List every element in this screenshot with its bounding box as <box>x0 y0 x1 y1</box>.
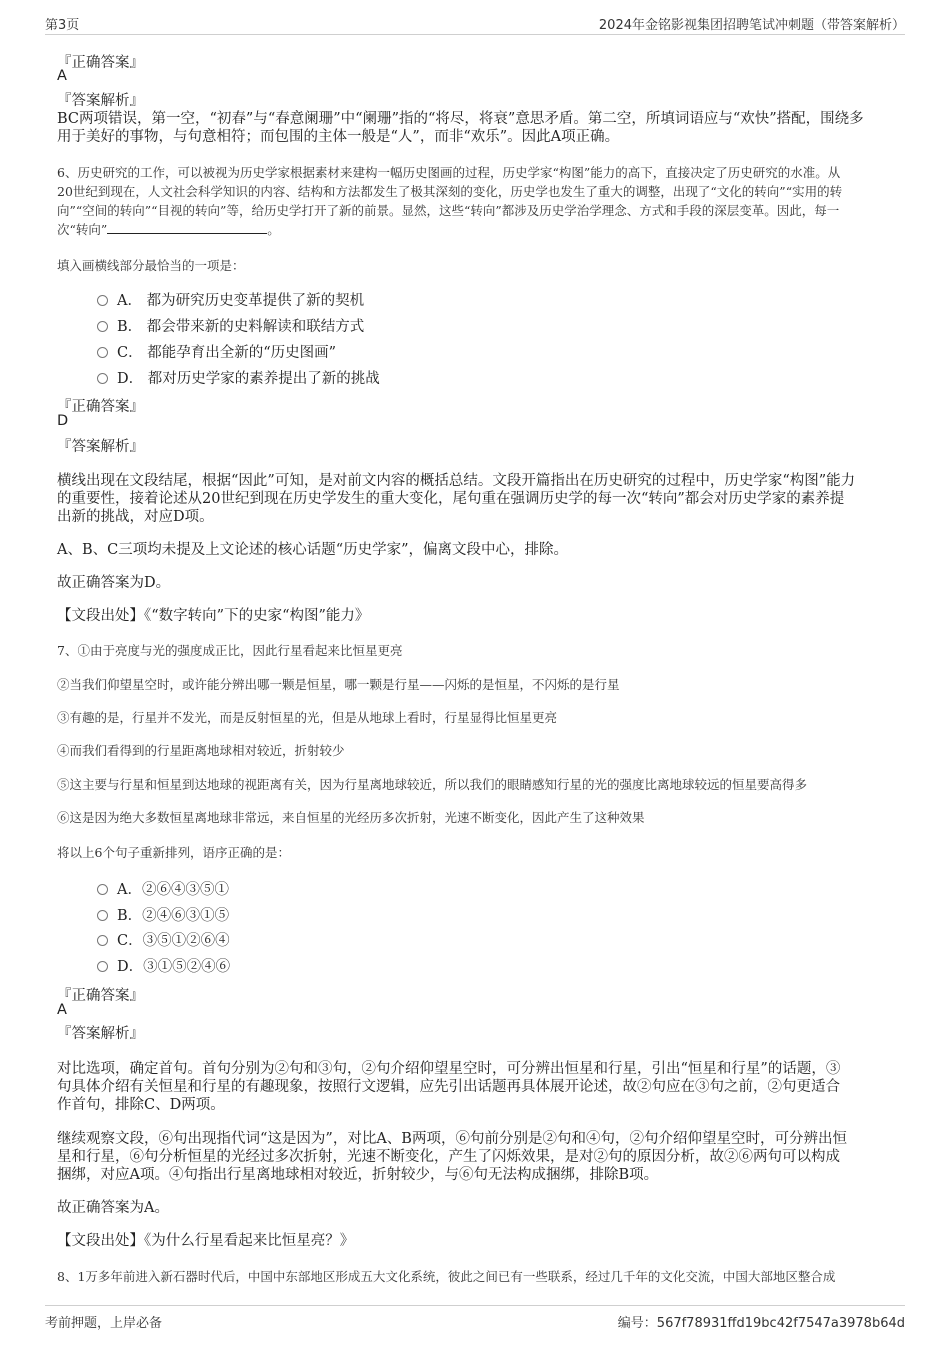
option-d[interactable] <box>97 367 380 388</box>
analysis-line: 作首句，排除C、D两项。 <box>57 1097 225 1113</box>
page-footer <box>45 1305 905 1332</box>
radio-icon[interactable] <box>97 347 108 358</box>
fill-blank <box>107 221 267 234</box>
analysis-line: 对比选项，确定首句。首句分别为②句和③句，②句介绍仰望星空时，可分辨出恒星和行星，引出“恒星和行星”的话题，③ <box>57 1061 841 1077</box>
question-stem-line: ②当我们仰望星空时，或许能分辨出哪一颗是恒星，哪一颗是行星——闪烁的是恒星，不闪烁的是行星 <box>57 677 620 692</box>
analysis-line: 继续观察文段，⑥句出现指代词“这是因为”，对比A、B两项，⑥句前分别是②句和④句，②句介绍仰望星空时，可分辨出恒 <box>57 1131 847 1147</box>
radio-icon[interactable] <box>97 910 108 921</box>
analysis-line: 星和行星，⑥句分析恒星的光经过多次折射，光速不断变化，产生了闪烁效果，是对②句的原因分析，故②⑥两句可以构成 <box>57 1149 840 1165</box>
answer-label: 『正确答案』 <box>57 988 144 1004</box>
question-stem-line: 8、1万多年前进入新石器时代后，中国中东部地区形成五大文化系统，彼此之间已有一些联系，经过几千年的文化交流，中国大部地区整合成 <box>57 1269 836 1284</box>
option-d[interactable] <box>97 955 230 976</box>
radio-icon[interactable] <box>97 961 108 972</box>
question-stem-line: ⑤这主要与行星和恒星到达地球的视距离有关，因为行星离地球较近，所以我们的眼睛感知行星的光的强度比离地球较远的恒星要高得多 <box>57 777 808 792</box>
option-a[interactable] <box>97 289 364 310</box>
radio-icon[interactable] <box>97 321 108 332</box>
footer-slogan: 考前押题，上岸必备 <box>45 1316 163 1331</box>
document-title: 2024年金铭影视集团招聘笔试冲刺题（带答案解析） <box>598 18 905 33</box>
analysis-line: 出新的挑战，对应D项。 <box>57 509 214 525</box>
option-label: B． 都会带来新的史料解读和联结方式 <box>117 319 365 335</box>
question-prompt: 将以上6个句子重新排列，语序正确的是： <box>57 845 290 860</box>
page-header <box>45 12 905 35</box>
analysis-label: 『答案解析』 <box>57 439 144 455</box>
option-label: D．③①⑤②④⑥ <box>117 959 231 975</box>
analysis-conclusion: 故正确答案为D。 <box>57 575 171 591</box>
question-stem-line: 7、①由于亮度与光的强度成正比，因此行星看起来比恒星更亮 <box>57 643 403 658</box>
question-stem-blank-line <box>57 220 280 238</box>
analysis-label: 『答案解析』 <box>57 1026 144 1042</box>
question-prompt: 填入画横线部分最恰当的一项是： <box>57 258 245 273</box>
question-stem-line: ④而我们看得到的行星距离地球相对较近，折射较少 <box>57 743 345 758</box>
source-citation: 【文段出处】《“数字转向”下的史家“构图”能力》 <box>57 608 370 624</box>
analysis-label: 『答案解析』 <box>57 93 144 109</box>
analysis-line: BC两项错误，第一空，“初春”与“春意阑珊”中“阑珊”指的“将尽，将衰”意思矛盾。第二空，所填词语应与“欢快”搭配，围绕多 <box>57 111 864 127</box>
option-label: A．②⑥④③⑤① <box>117 882 229 898</box>
radio-icon[interactable] <box>97 373 108 384</box>
option-label: C．③⑤①②⑥④ <box>117 933 230 949</box>
option-label: B．②④⑥③①⑤ <box>117 908 230 924</box>
analysis-line: 句具体介绍有关恒星和行星的有趣现象，按照行文逻辑，应先引出话题再具体展开论述，故②句应在③句之前，②句更适合 <box>57 1079 840 1095</box>
source-citation: 【文段出处】《为什么行星看起来比恒星亮？》 <box>57 1233 355 1249</box>
analysis-line: 的重要性，接着论述从20世纪到现在历史学发生的重大变化，尾句重在强调历史学的每一次“转向”都会对历史学家的素养提 <box>57 491 845 507</box>
option-c[interactable] <box>97 341 336 362</box>
answer-value: A <box>57 68 67 84</box>
stem-end: 。 <box>267 222 280 237</box>
analysis-conclusion: 故正确答案为A。 <box>57 1200 169 1216</box>
analysis-line: 用于美好的事物，与句意相符；而包围的主体一般是“人”，而非“欢乐”。因此A项正确。 <box>57 129 620 145</box>
option-b[interactable] <box>97 315 364 336</box>
radio-icon[interactable] <box>97 295 108 306</box>
option-c[interactable] <box>97 929 230 950</box>
answer-value: D <box>57 413 69 429</box>
question-stem-line: ③有趣的是，行星并不发光，而是反射恒星的光，但是从地球上看时，行星显得比恒星更亮 <box>57 710 558 725</box>
question-stem-line: 6、历史研究的工作，可以被视为历史学家根据素材来建构一幅历史图画的过程，历史学家“构图”能力的高下，直接决定了历史研究的水准。从 <box>57 165 841 180</box>
answer-label: 『正确答案』 <box>57 55 144 71</box>
question-stem-line: 20世纪到现在，人文社会科学知识的内容、结构和方法都发生了极其深刻的变化，历史学也发生了重大的调整，出现了“文化的转向”“实用的转 <box>57 184 843 199</box>
page-number: 第3页 <box>45 18 80 33</box>
option-label: A． 都为研究历史变革提供了新的契机 <box>117 293 365 309</box>
question-stem-line: ⑥这是因为绝大多数恒星离地球非常远，来自恒星的光经历多次折射，光速不断变化，因此产生了这种效果 <box>57 810 645 825</box>
answer-label: 『正确答案』 <box>57 399 144 415</box>
analysis-line: A、B、C三项均未提及上文论述的核心话题“历史学家”，偏离文段中心，排除。 <box>57 542 569 558</box>
analysis-line: 捆绑，对应A项。④句指出行星离地球相对较近，折射较少，与⑥句无法构成捆绑，排除B项。 <box>57 1167 659 1183</box>
radio-icon[interactable] <box>97 884 108 895</box>
option-label: D． 都对历史学家的素养提出了新的挑战 <box>117 371 380 387</box>
answer-value: A <box>57 1002 67 1018</box>
question-stem-line: 向”“空间的转向”“目视的转向”等，给历史学打开了新的前景。显然，这些“转向”都涉及历史学治学理念、方式和手段的深层变革。因此，每一 <box>57 203 840 218</box>
analysis-line: 横线出现在文段结尾，根据“因此”可知，是对前文内容的概括总结。文段开篇指出在历史研究的过程中，历史学家“构图”能力 <box>57 473 856 489</box>
stem-text: 次“转向” <box>57 222 108 237</box>
option-b[interactable] <box>97 904 229 925</box>
document-id: 编号：567f78931ffd19bc42f7547a3978b64d <box>617 1316 905 1331</box>
radio-icon[interactable] <box>97 935 108 946</box>
option-a[interactable] <box>97 878 229 899</box>
option-label: C． 都能孕育出全新的“历史图画” <box>117 345 337 361</box>
